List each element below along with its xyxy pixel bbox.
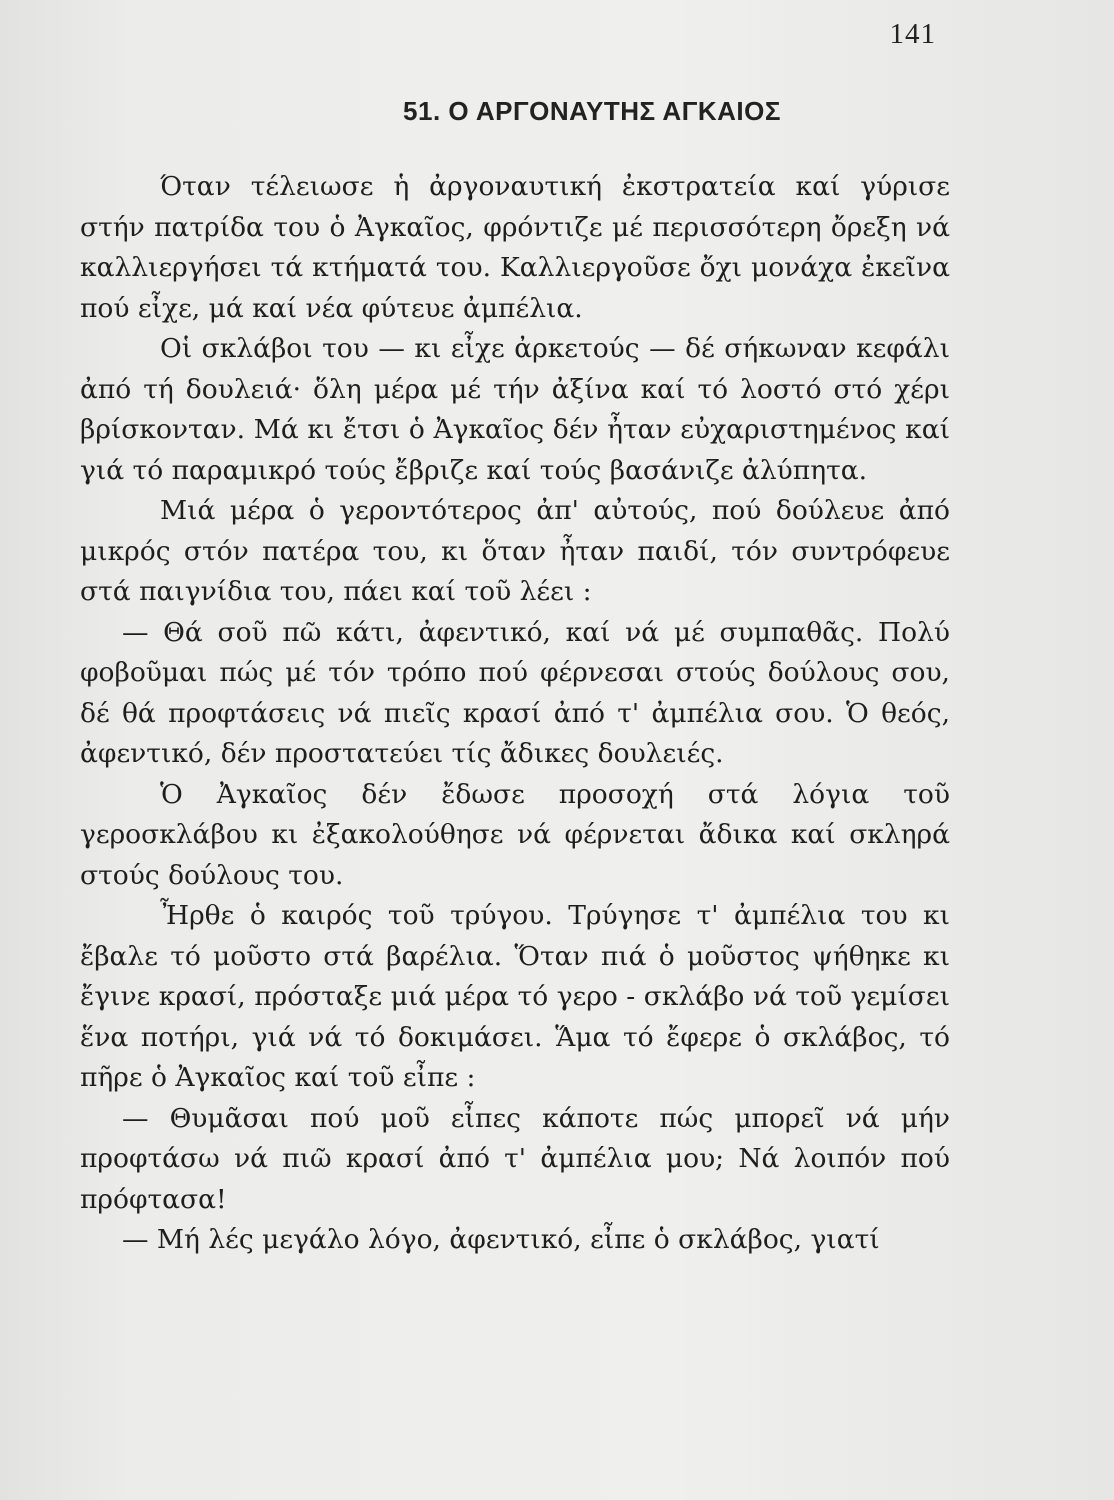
paragraph: Μιά μέρα ὁ γεροντότερος ἀπ' αὐτούς, πού δούλευε ἀπό μικρός στόν πατέρα του, κι ὅταν ἦταν παιδί, τόν συντρόφευε στά παιγνίδια του, πάει καί τοῦ λέει : — [80, 495, 950, 607]
dialogue-paragraph: — Θυμᾶσαι πού μοῦ εἶπες κάποτε πώς μπορεῖ νά μήν προφτάσω νά πιῶ κρασί ἀπό τ' ἀμπέλια μου; Νά λοιπόν πού πρόφτασα! — [80, 1102, 950, 1215]
page-number: 141 — [889, 18, 936, 50]
paragraph: Ἦρθε ὁ καιρός τοῦ τρύγου. Τρύγησε τ' ἀμπέλια του κι ἔβαλε τό μοῦστο στά βαρέλια. Ὅταν πιά ὁ μοῦστος ψήθηκε κι ἔγινε κρασί, πρόσταξε μιά μέρα τό γερο - σκλάβο νά τοῦ γεμίσει ἕνα ποτήρι, γιά νά τό δοκιμάσει. Ἅμα τό ἔφερε ὁ σκλάβος, τό πῆρε ὁ Ἀγκαῖος καί τοῦ εἶπε : — [80, 900, 950, 1093]
paragraph: Όταν τέλειωσε ἡ ἀργοναυτική ἐκστρατεία καί γύρισε στήν πατρίδα του ὁ Ἀγκαῖος, φρόντιζε μέ περισσότερη ὄρεξη νά καλλιεργήσει τά κτήματά του. Καλλιεργοῦσε ὄχι μονάχα ἐκεῖνα πού εἶχε, μά καί νέα φύτευε ἀμπέλια. — [80, 171, 950, 324]
dialogue-paragraph: — Θά σοῦ πῶ κάτι, ἀφεντικό, καί νά μέ συμπαθᾶς. Πολύ φοβοῦμαι πώς μέ τόν τρόπο πού φέρνεσαι στούς δούλους σου, δέ θά προφτάσεις νά πιεῖς κρασί ἀπό τ' ἀμπέλια σου. Ὁ θεός, ἀφεντικό, δέν προστατεύει τίς ἄδικες δουλειές. — [80, 616, 950, 769]
body-text — [80, 167, 950, 1261]
paragraph: Οἱ σκλάβοι του — κι εἶχε ἀρκετούς — δέ σήκωναν κεφάλι ἀπό τή δουλειά· ὅλη μέρα μέ τήν ἀξίνα καί τό λοστό στό χέρι βρίσκονταν. Μά κι ἔτσι ὁ Ἀγκαῖος δέν ἦταν εὐχαριστημένος καί γιά τό παραμικρό τούς ἔβριζε καί τούς βασάνιζε ἀλύπητα. — [80, 333, 950, 486]
paragraph: Ὁ Ἀγκαῖος δέν ἔδωσε προσοχή στά λόγια τοῦ γεροσκλάβου κι ἐξακολούθησε νά φέρνεται ἄδικα καί σκληρά στούς δούλους του. — [80, 778, 950, 891]
dialogue-paragraph: — Μή λές μεγάλο λόγο, ἀφεντικό, εἶπε ὁ σκλάβος, γιατί — [122, 1224, 880, 1255]
chapter-title: 51. Ο ΑΡΓΟΝΑΥΤΗΣ ΑΓΚΑΙΟΣ — [403, 96, 781, 126]
